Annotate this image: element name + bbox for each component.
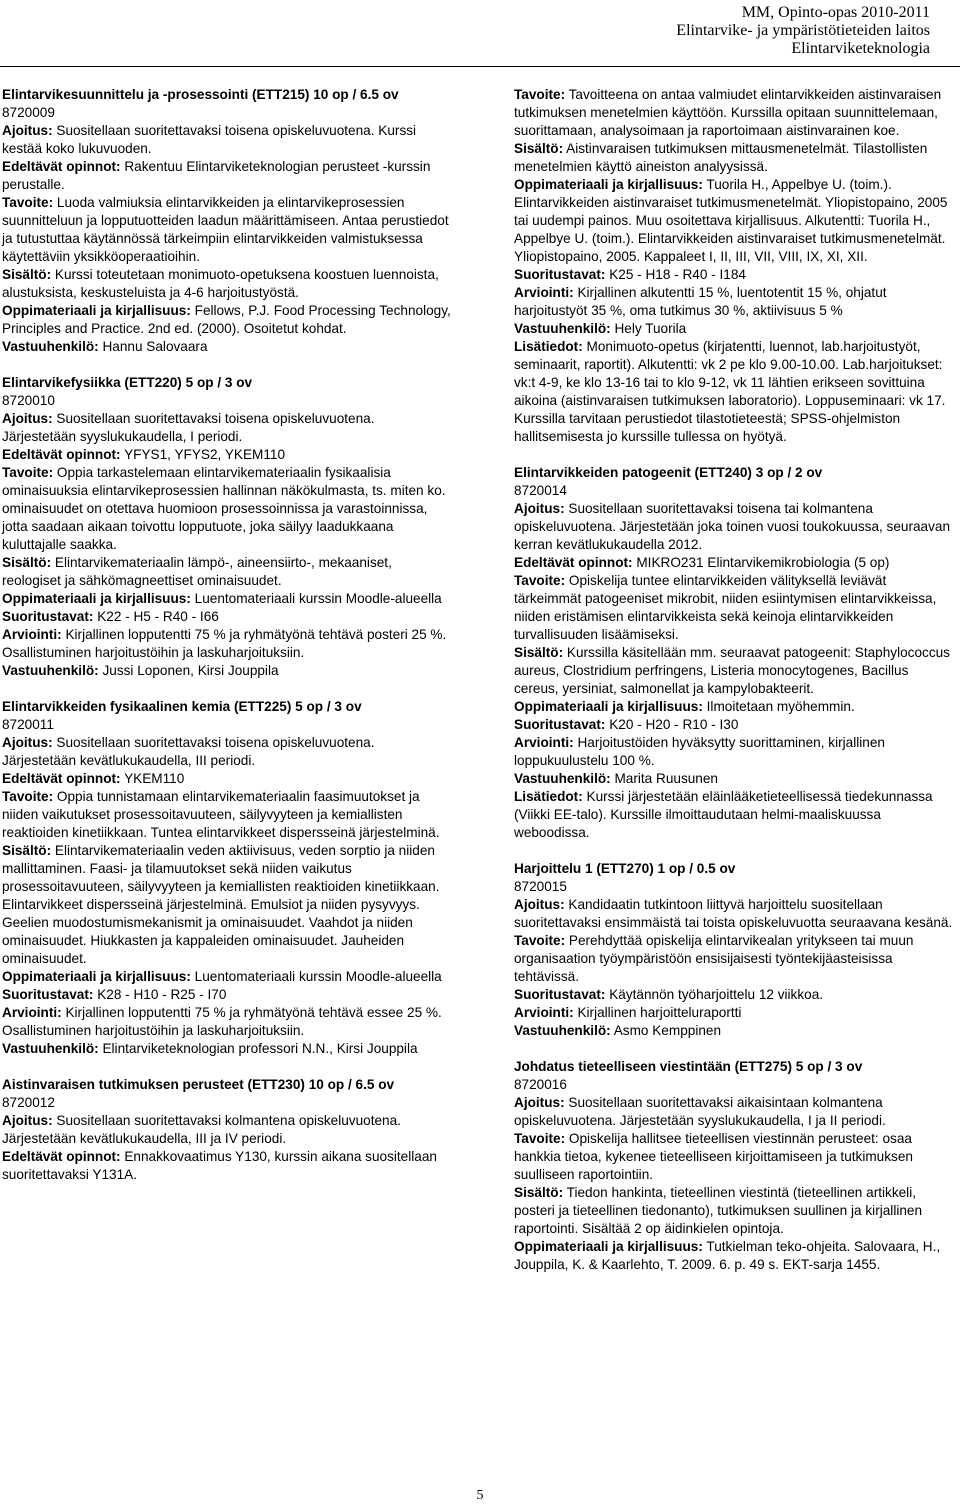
course-field — [514, 716, 954, 734]
course-field — [2, 590, 452, 608]
field-label: Oppimateriaali ja kirjallisuus: — [514, 177, 703, 192]
field-label: Tavoite: — [514, 933, 566, 948]
field-label: Ajoitus: — [2, 411, 53, 426]
field-label: Tavoite: — [2, 465, 54, 480]
course-field — [2, 662, 452, 680]
field-text: Asmo Kemppinen — [613, 1023, 722, 1038]
field-text: Monimuoto-opetus (kirjatentti, luennot, lab.harjoitustyöt, seminaarit, raportit). Alkutentti: vk 2 pe klo 9.00-10.00. Lab.harjoitukset: vk:t 4-9, ke klo 13-16 tai to klo 9-12, vk 11 lähtien erikseen sovittuina aikoina (aistinvaraisen tutkimuksen laboratorio). Loppuseminaari: vk 17. Kurssilla tarvitaan perustiedot tilastotieteestä; SPSS-ohjelmiston hallitsemisesta jo kurssille tullessa on hyötyä. — [514, 339, 946, 444]
field-label: Tavoite: — [514, 87, 566, 102]
field-text: Kirjallinen lopputentti 75 % ja ryhmätyönä tehtävä posteri 25 %. Osallistuminen harjoitustöihin ja laskuharjoituksiin. — [2, 627, 447, 660]
course-entry — [514, 860, 954, 1040]
field-text: Kurssilla käsitellään mm. seuraavat patogeenit: Staphylococcus aureus, Clostridium perfringens, Listeria monocytogenes, Bacillus cereus, yersiniat, salmonellat ja kampylobakteerit. — [514, 645, 950, 696]
field-label: Ajoitus: — [514, 1095, 565, 1110]
field-text: Suositellaan suoritettavaksi toisena tai kolmantena opiskeluvuotena. Järjestetään joka toinen vuosi toukokuussa, seuraavan kerran kevätlukukaudella 2012. — [514, 501, 951, 552]
course-field — [2, 986, 452, 1004]
field-text: Ilmoitetaan myöhemmin. — [706, 699, 855, 714]
course-entry — [2, 374, 452, 680]
field-label: Oppimateriaali ja kirjallisuus: — [514, 1239, 703, 1254]
course-field — [514, 1022, 954, 1040]
field-label: Tavoite: — [2, 195, 54, 210]
field-label: Sisältö: — [514, 645, 564, 660]
field-label: Vastuuhenkilö: — [2, 1041, 99, 1056]
course-field — [514, 554, 954, 572]
course-code: 8720015 — [514, 879, 567, 894]
field-text: Rakentuu Elintarviketeknologian perusteet -kurssin perustalle. — [2, 159, 431, 192]
course-title: Elintarvikefysiikka (ETT220) 5 op / 3 ov — [2, 375, 253, 390]
field-label: Edeltävät opinnot: — [514, 555, 633, 570]
course-field — [2, 122, 452, 158]
course-field — [2, 734, 452, 770]
course-field — [2, 1004, 452, 1040]
field-label: Lisätiedot: — [514, 789, 583, 804]
field-label: Arviointi: — [514, 735, 574, 750]
field-label: Arviointi: — [514, 1005, 574, 1020]
field-text: Fellows, P.J. Food Processing Technology, Principles and Practice. 2nd ed. (2000). Osoitetut kohdat. — [2, 303, 451, 336]
field-label: Oppimateriaali ja kirjallisuus: — [514, 699, 703, 714]
right-column — [514, 86, 954, 1292]
field-text: Ennakkovaatimus Y130, kurssin aikana suositellaan suoritettavaksi Y131A. — [2, 1149, 437, 1182]
course-field — [2, 338, 452, 356]
page-header — [676, 4, 930, 58]
course-field — [2, 194, 452, 266]
field-label: Vastuuhenkilö: — [514, 771, 611, 786]
field-text: K22 - H5 - R40 - I66 — [97, 609, 219, 624]
course-field — [514, 500, 954, 554]
field-label: Tavoite: — [2, 789, 54, 804]
field-text: Luoda valmiuksia elintarvikkeiden ja elintarvikeprosessien suunnitteluun ja lopputuotteiden laadun määrittämiseen. Antaa perustiedot ja tutustuttaa käytännössä tärkeimpiin elintarvikkeiden valmistuksessa käytettäviin yksikköoperaatioihin. — [2, 195, 449, 264]
course-field — [2, 464, 452, 554]
course-field — [514, 932, 954, 986]
header-line-3: Elintarviketeknologia — [791, 40, 930, 57]
course-field — [514, 1130, 954, 1184]
course-entry — [2, 698, 452, 1058]
course-entry — [514, 86, 954, 446]
course-field — [514, 644, 954, 698]
course-entry — [2, 1076, 452, 1184]
field-label: Oppimateriaali ja kirjallisuus: — [2, 591, 191, 606]
field-text: Käytännön työharjoittelu 12 viikkoa. — [609, 987, 824, 1002]
course-field — [2, 410, 452, 446]
field-label: Ajoitus: — [2, 735, 53, 750]
course-entry — [2, 86, 452, 356]
course-field — [514, 86, 954, 140]
course-field — [2, 266, 452, 302]
field-label: Oppimateriaali ja kirjallisuus: — [2, 969, 191, 984]
field-text: Suositellaan suoritettavaksi toisena opiskeluvuotena. Järjestetään kevätlukukaudella, III periodi. — [2, 735, 375, 768]
field-label: Vastuuhenkilö: — [2, 663, 99, 678]
course-title: Elintarvikkeiden patogeenit (ETT240) 3 op / 2 ov — [514, 465, 823, 480]
course-field — [2, 626, 452, 662]
course-code: 8720009 — [2, 105, 55, 120]
field-text: K28 - H10 - R25 - I70 — [97, 987, 227, 1002]
course-entry — [514, 464, 954, 842]
course-title: Johdatus tieteelliseen viestintään (ETT275) 5 op / 3 ov — [514, 1059, 863, 1074]
field-label: Edeltävät opinnot: — [2, 159, 121, 174]
course-field — [2, 302, 452, 338]
course-field — [2, 608, 452, 626]
field-text: Suositellaan suoritettavaksi toisena opiskeluvuotena. Järjestetään syyslukukaudella, I periodi. — [2, 411, 375, 444]
field-text: Suositellaan suoritettavaksi kolmantena opiskeluvuotena. Järjestetään kevätlukukaudella, III ja IV periodi. — [2, 1113, 401, 1146]
field-text: K20 - H20 - R10 - I30 — [609, 717, 739, 732]
field-text: Tuorila H., Appelbye U. (toim.). Elintarvikkeiden aistinvaraiset tutkimusmenetelmät. Yliopistopaino, 2005 tai uudempi painos. Muu osoitettava kirjallisuus. Alkutentti: Tuorila H., Appelbye U. (toim.). Elintarvikkeiden aistinvaraiset tutkimusmenetelmät. Yliopistopaino, 2005. Kappaleet I, II, III, VII, VIII, IX, XI, XII. — [514, 177, 948, 264]
field-label: Sisältö: — [514, 141, 564, 156]
field-text: Tutkielman teko-ohjeita. Salovaara, H., Jouppila, K. & Kaarlehto, T. 2009. 6. p. 49 s. EKT-sarja 1455. — [514, 1239, 941, 1272]
course-field — [2, 770, 452, 788]
field-text: Opiskelija tuntee elintarvikkeiden välityksellä leviävät tärkeimmät patogeeniset mikrobit, niiden esiintymisen elintarvikkeissa, niiden eristämisen elintarvikkeista sekä keinoja elintarvikkeiden turvallisuuden lisäämiseksi. — [514, 573, 937, 642]
field-label: Edeltävät opinnot: — [2, 771, 121, 786]
field-text: Luentomateriaali kurssin Moodle-alueella — [194, 591, 442, 606]
field-label: Edeltävät opinnot: — [2, 1149, 121, 1164]
course-field — [514, 734, 954, 770]
field-label: Vastuuhenkilö: — [2, 339, 99, 354]
field-label: Arviointi: — [514, 285, 574, 300]
field-label: Suoritustavat: — [514, 717, 606, 732]
field-label: Ajoitus: — [514, 501, 565, 516]
course-title: Elintarvikesuunnittelu ja -prosessointi (ETT215) 10 op / 6.5 ov — [2, 87, 399, 102]
field-label: Vastuuhenkilö: — [514, 1023, 611, 1038]
course-field — [2, 446, 452, 464]
field-label: Tavoite: — [514, 573, 566, 588]
course-code: 8720014 — [514, 483, 567, 498]
course-field — [514, 788, 954, 842]
course-field — [514, 140, 954, 176]
course-field — [514, 986, 954, 1004]
course-field — [514, 1004, 954, 1022]
page-number: 5 — [476, 1488, 484, 1503]
field-label: Sisältö: — [2, 555, 52, 570]
course-title: Aistinvaraisen tutkimuksen perusteet (ETT230) 10 op / 6.5 ov — [2, 1077, 395, 1092]
header-line-2: Elintarvike- ja ympäristötieteiden laitos — [676, 22, 930, 39]
field-text: Suositellaan suoritettavaksi toisena opiskeluvuotena. Kurssi kestää koko lukuvuoden. — [2, 123, 417, 156]
course-field — [514, 338, 954, 446]
course-title: Elintarvikkeiden fysikaalinen kemia (ETT225) 5 op / 3 ov — [2, 699, 362, 714]
course-field — [514, 1184, 954, 1238]
field-text: YFYS1, YFYS2, YKEM110 — [124, 447, 286, 462]
field-label: Arviointi: — [2, 627, 62, 642]
field-label: Suoritustavat: — [514, 267, 606, 282]
field-text: Kurssi järjestetään eläinlääketieteellisessä tiedekunnassa (Viikki EE-talo). Kurssille ilmoittaudutaan helmi-maaliskuussa weboodissa. — [514, 789, 933, 840]
field-text: Kurssi toteutetaan monimuoto-opetuksena koostuen luennoista, alustuksista, keskusteluista ja 4-6 harjoitustyöstä. — [2, 267, 439, 300]
field-text: Kirjallinen lopputentti 75 % ja ryhmätyönä tehtävä essee 25 %. Osallistuminen harjoitustöihin ja laskuharjoituksiin. — [2, 1005, 442, 1038]
course-code: 8720010 — [2, 393, 55, 408]
course-field — [514, 698, 954, 716]
course-field — [514, 770, 954, 788]
field-text: MIKRO231 Elintarvikemikrobiologia (5 op) — [636, 555, 890, 570]
field-text: YKEM110 — [124, 771, 185, 786]
course-field — [2, 968, 452, 986]
field-label: Edeltävät opinnot: — [2, 447, 121, 462]
field-text: Luentomateriaali kurssin Moodle-alueella — [194, 969, 442, 984]
field-label: Oppimateriaali ja kirjallisuus: — [2, 303, 191, 318]
field-text: Kirjallinen harjoitteluraportti — [577, 1005, 742, 1020]
field-label: Tavoite: — [514, 1131, 566, 1146]
field-text: Aistinvaraisen tutkimuksen mittausmenetelmät. Tilastollisten menetelmien käyttö aineiston analyysissä. — [514, 141, 928, 174]
course-field — [2, 842, 452, 968]
field-text: K25 - H18 - R40 - I184 — [609, 267, 746, 282]
field-text: Opiskelija hallitsee tieteellisen viestinnän perusteet: osaa hankkia tietoa, kykenee tieteelliseen kirjoittamiseen ja tutkimuksen suulliseen raportointiin. — [514, 1131, 913, 1182]
field-label: Suoritustavat: — [2, 609, 94, 624]
field-label: Ajoitus: — [514, 897, 565, 912]
course-entry — [514, 1058, 954, 1274]
course-field — [2, 788, 452, 842]
course-field — [514, 176, 954, 266]
header-line-1: MM, Opinto-opas 2010-2011 — [741, 4, 930, 21]
course-code: 8720016 — [514, 1077, 567, 1092]
field-label: Vastuuhenkilö: — [514, 321, 611, 336]
header-divider — [0, 66, 960, 67]
field-text: Marita Ruusunen — [614, 771, 718, 786]
field-text: Kandidaatin tutkintoon liittyvä harjoittelu suositellaan suoritettavaksi ensimmäistä tai toista opiskeluvuotta seuraavana kesänä. — [514, 897, 953, 930]
field-label: Sisältö: — [514, 1185, 564, 1200]
course-title: Harjoittelu 1 (ETT270) 1 op / 0.5 ov — [514, 861, 736, 876]
field-text: Perehdyttää opiskelija elintarvikealan yritykseen tai muun organisaation työympäristöön ensisijaisesti työntekijäasteisissa tehtävissä. — [514, 933, 914, 984]
left-column — [2, 86, 452, 1202]
course-field — [514, 1094, 954, 1130]
field-label: Suoritustavat: — [514, 987, 606, 1002]
field-label: Sisältö: — [2, 267, 52, 282]
field-label: Ajoitus: — [2, 123, 53, 138]
course-field — [514, 320, 954, 338]
field-text: Elintarvikemateriaalin veden aktiivisuus, veden sorptio ja niiden mallittaminen. Faasi- ja tilamuutokset sekä niiden vaikutus prosessoitavuuteen, säilyvyyteen ja kemiallisten reaktioiden kinetiikkaan. Elintarvikkeet dispersseinä järjestelminä. Emulsiot ja niiden pysyvyys. Geelien muodostumismekanismit ja ominaisuudet. Vaahdot ja niiden ominaisuudet. Hiukkasten ja kappaleiden ominaisuudet. Jauheiden ominaisuudet. — [2, 843, 440, 966]
course-field — [514, 896, 954, 932]
course-field — [514, 572, 954, 644]
course-field — [2, 554, 452, 590]
field-label: Ajoitus: — [2, 1113, 53, 1128]
field-label: Sisältö: — [2, 843, 52, 858]
field-text: Suositellaan suoritettavaksi aikaisintaan kolmantena opiskeluvuotena. Järjestetään syyslukukaudella, I ja II periodi. — [514, 1095, 886, 1128]
field-text: Tiedon hankinta, tieteellinen viestintä (tieteellinen artikkeli, posteri ja tieteellinen tiedonanto), tutkimuksen suullinen ja kirjallinen raportointi. Sisältää 2 op äidinkielen opintoja. — [514, 1185, 923, 1236]
field-text: Kirjallinen alkutentti 15 %, luentotentit 15 %, ohjatut harjoitustyöt 35 %, oma tutkimus 30 %, aktiivisuus 5 % — [514, 285, 887, 318]
field-text: Elintarviketeknologian professori N.N., Kirsi Jouppila — [102, 1041, 418, 1056]
course-code: 8720012 — [2, 1095, 55, 1110]
course-field — [514, 284, 954, 320]
field-label: Suoritustavat: — [2, 987, 94, 1002]
field-text: Oppia tunnistamaan elintarvikemateriaalin faasimuutokset ja niiden vaikutukset prosessoitavuuteen, säilyvyyteen ja kemiallisten reaktioiden kinetiikkaan. Tuntea elintarvikkeet dispersseinä järjestelminä. — [2, 789, 440, 840]
field-text: Hannu Salovaara — [102, 339, 208, 354]
course-field — [2, 158, 452, 194]
field-label: Lisätiedot: — [514, 339, 583, 354]
field-text: Harjoitustöiden hyväksytty suorittaminen, kirjallinen loppukuulustelu 100 %. — [514, 735, 885, 768]
field-label: Arviointi: — [2, 1005, 62, 1020]
course-field — [514, 1238, 954, 1274]
course-field — [514, 266, 954, 284]
course-field — [2, 1148, 452, 1184]
course-field — [2, 1040, 452, 1058]
field-text: Hely Tuorila — [614, 321, 687, 336]
field-text: Elintarvikemateriaalin lämpö-, aineensiirto-, mekaaniset, reologiset ja sähkömagneettiset ominaisuudet. — [2, 555, 392, 588]
field-text: Tavoitteena on antaa valmiudet elintarvikkeiden aistinvaraisen tutkimuksen menetelmien käyttöön. Kurssilla opitaan suunnittelemaan, suorittamaan, analysoimaan ja raportoimaan aistinvarainen koe. — [514, 87, 942, 138]
course-field — [2, 1112, 452, 1148]
field-text: Oppia tarkastelemaan elintarvikemateriaalin fysikaalisia ominaisuuksia elintarvikeprosessien hallinnan näkökulmasta, ts. miten ko. ominaisuudet on otettava huomioon prosessoinnissa ja varastoinnissa, jotta saadaan aikaan toivottu lopputuote, joka säilyy laadukkaana kuluttajalle saakka. — [2, 465, 446, 552]
course-code: 8720011 — [2, 717, 54, 732]
field-text: Jussi Loponen, Kirsi Jouppila — [102, 663, 279, 678]
